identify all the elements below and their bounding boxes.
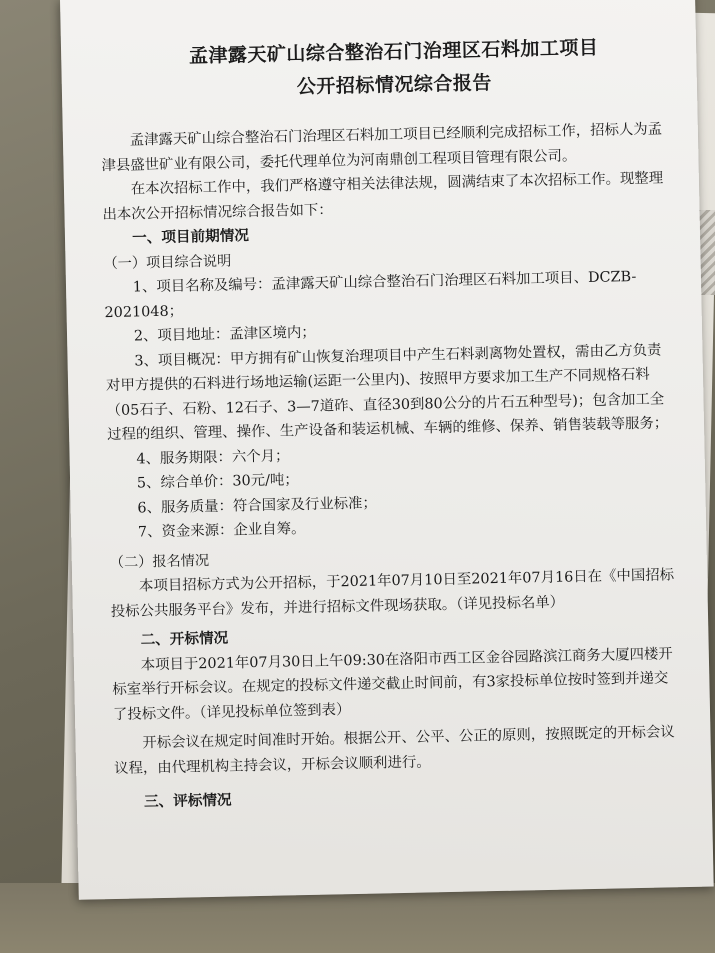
- item-2: 2、项目地址：孟津区境内；: [133, 324, 316, 345]
- item-1: 1、项目名称及编号：孟津露天矿山综合整治石门治理区石料加工项目、DCZB-2021048；: [104, 268, 637, 321]
- section-1-subheading-2: （二）报名情况: [109, 552, 210, 571]
- document-title-line2: 公开招标情况综合报告: [296, 71, 493, 99]
- opening-paragraph-1: 本项目于2021年07月30日上午09:30在洛阳市西工区金谷园路滨江商务大厦四楼开标室举行开标会议。在规定的投标文件递交截止时间前，有3家投标单位按时签到并递交了投标文件。（详见投标单位签到表）: [112, 645, 673, 723]
- intro-paragraph-1: 孟津露天矿山综合整治石门治理区石料加工项目已经顺利完成招标工作，招标人为孟津县盛世矿业有限公司，委托代理单位为河南鼎创工程项目管理有限公司。: [101, 121, 663, 174]
- section-1-subheading-1: （一）项目综合说明: [103, 252, 232, 272]
- intro-paragraph-2: 在本次招标工作中，我们严格遵守相关法律法规，圆满结束了本次招标工作。现整理出本次公开招标情况综合报告如下：: [102, 170, 664, 223]
- document-title-line1: 孟津露天矿山综合整治石门治理区石料加工项目: [188, 36, 599, 68]
- registration-paragraph: 本项目招标方式为公开招标，于2021年07月10日至2021年07月16日在《中国招标投标公共服务平台》发布，并进行招标文件现场获取。（详见投标名单）: [110, 567, 675, 620]
- item-3: 3、项目概况：甲方拥有矿山恢复治理项目中产生石料剥离物处置权，需由乙方负责对甲方提供的石料进行场地运输(运距一公里内)、按照甲方要求加工生产不同规格石料（05石子、石粉、12石子、3—7道砟、直径30到80公分的片石五种型号)；包含加工全过程的组织、管理、操作、生产设备和装运机械、车辆的维修、保养、销售装载等服务；: [105, 341, 669, 444]
- item-4: 4、服务期限：六个月；: [136, 447, 290, 467]
- section-3-heading: 三、评标情况: [143, 791, 232, 811]
- opening-paragraph-2: 开标会议在规定时间准时开始。根据公开、公平、公正的原则，按照既定的开标会议议程，由代理机构主持会议，开标会议顺利进行。: [113, 724, 675, 777]
- document-page: [60, 0, 714, 900]
- item-5: 5、综合单价：30元/吨；: [136, 472, 299, 492]
- document-body: [101, 117, 682, 815]
- item-6: 6、服务质量：符合国家及行业标准；: [137, 494, 377, 516]
- section-1-heading: 一、项目前期情况: [132, 227, 250, 247]
- section-2-heading: 二、开标情况: [140, 629, 229, 649]
- item-7: 7、资金来源：企业自筹。: [137, 520, 306, 541]
